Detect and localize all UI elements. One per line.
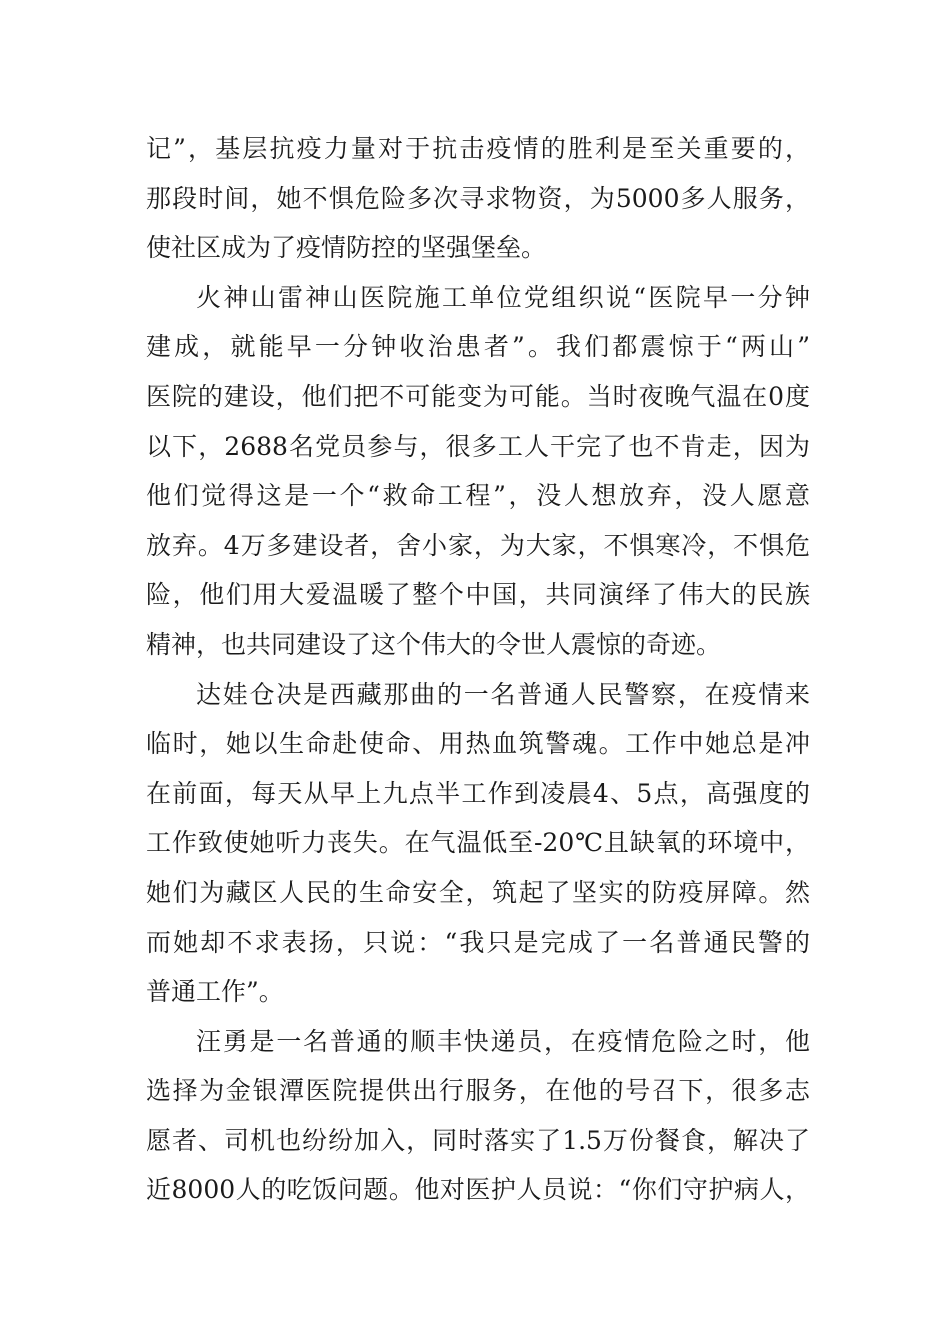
text-line: 汪勇是一名普通的顺丰快递员，在疫情危险之时，他: [196, 1026, 810, 1056]
text-line: 精神，也共同建设了这个伟大的令世人震惊的奇迹。: [146, 629, 722, 659]
text-line: 放弃。4万多建设者，舍小家，为大家，不惧寒冷，不惧危: [146, 530, 810, 560]
text-line: 她们为藏区人民的生命安全，筑起了坚实的防疫屏障。然: [146, 877, 810, 907]
text-line: 险，他们用大爱温暖了整个中国，共同演绎了伟大的民族: [146, 580, 810, 610]
text-line: 达娃仓决是西藏那曲的一名普通人民警察，在疫情来: [196, 679, 810, 709]
text-line: 他们觉得这是一个“救命工程”，没人想放弃，没人愿意: [146, 481, 810, 511]
text-line: 愿者、司机也纷纷加入，同时落实了1.5万份餐食，解决了: [146, 1125, 810, 1155]
text-line: 以下，2688名党员参与，很多工人干完了也不肯走，因为: [146, 431, 810, 461]
text-line: 使社区成为了疫情防控的坚强堡垒。: [146, 233, 547, 263]
text-line: 建成，就能早一分钟收治患者”。我们都震惊于“两山”: [146, 332, 810, 362]
text-line: 而她却不求表扬，只说：“我只是完成了一名普通民警的: [146, 927, 810, 957]
text-line: 临时，她以生命赴使命、用热血筑警魂。工作中她总是冲: [146, 729, 810, 759]
text-line: 普通工作”。: [146, 977, 284, 1007]
text-line: 在前面，每天从早上九点半工作到凌晨4、5点，高强度的: [146, 778, 810, 808]
text-line: 医院的建设，他们把不可能变为可能。当时夜晚气温在0度: [146, 381, 810, 411]
text-line: 工作致使她听力丧失。在气温低至-20℃且缺氧的环境中，: [146, 828, 810, 858]
body-text: [146, 129, 810, 1220]
text-line: 记”，基层抗疫力量对于抗击疫情的胜利是至关重要的，: [146, 134, 810, 163]
text-line: 那段时间，她不惧危险多次寻求物资，为5000多人服务，: [146, 183, 810, 213]
text-line: 近8000人的吃饭问题。他对医护人员说：“你们守护病人，: [146, 1175, 810, 1205]
text-line: 选择为金银潭医院提供出行服务，在他的号召下，很多志: [146, 1076, 810, 1106]
text-line: 火神山雷神山医院施工单位党组织说“医院早一分钟: [196, 282, 810, 312]
